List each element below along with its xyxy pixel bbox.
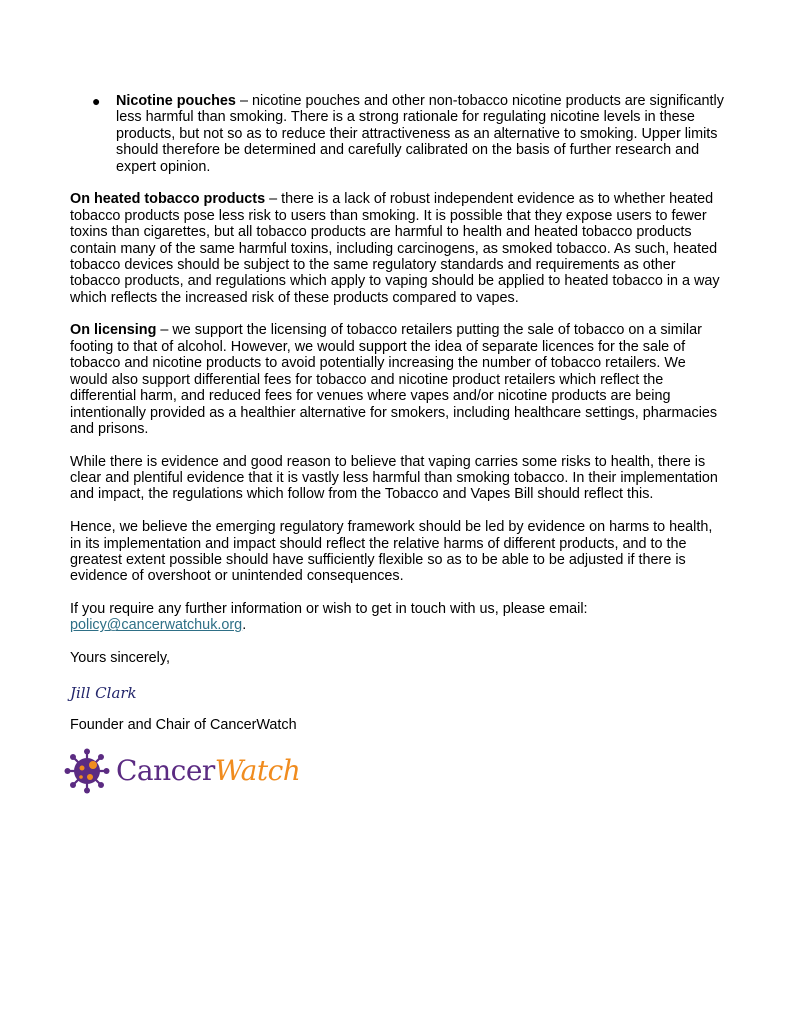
heated-heading: On heated tobacco products (70, 191, 266, 208)
logo-cancer-text: Cancer (116, 754, 215, 787)
email-link[interactable]: policy@cancerwatchuk.org (70, 617, 243, 634)
heated-text: – there is a lack of robust independent evidence as to whether heated tobacco products pose less risk to users than smoking. It is possible that they expose users to fewer toxins than cigarettes, but all tobacco products are harmful to health and heated tobacco products contain many of the same harmful toxins, including carcinogens, as smoked tobacco. As such, heated tobacco devices should be subject to the same regulatory standards and requirements as other tobacco products, and regulations which apply to vaping should be applied to heated tobacco in a way which reflects the increased risk of these products compared to vapes. (70, 191, 720, 306)
paragraph-vaping: While there is evidence and good reason to believe that vaping carries some risks to health, there is clear and plentiful evidence that it is vastly less harmful than smoking tobacco. In their implementation and impact, the regulations which follow from the Tobacco and Vapes Bill should reflect this. (70, 453, 718, 503)
paragraph-licensing (70, 322, 725, 437)
licensing-heading: On licensing (70, 322, 157, 339)
virus-logo-icon (64, 748, 110, 794)
letter-body (70, 93, 725, 750)
paragraph-framework: Hence, we believe the emerging regulatory framework should be led by evidence on harms to health, in its implementation and impact should reflect the relative harms of different products, and to the greatest extent possible should have sufficiently flexible so as to be able to be adjusted if there is evidence of overshoot or unintended consequences. (70, 519, 713, 585)
signature: Jill Clark (70, 683, 137, 702)
bullet-heading: Nicotine pouches (116, 93, 236, 109)
cancerwatch-logo (64, 748, 300, 794)
contact-trailing: . (242, 617, 247, 634)
contact-text: If you require any further information or wish to get in touch with us, please email: (70, 601, 588, 618)
bullet-icon: ● (92, 93, 101, 109)
list-item (92, 93, 725, 175)
logo-watch-text: Watch (214, 754, 301, 787)
bullet-list (70, 93, 725, 175)
signatory-title: Founder and Chair of CancerWatch (70, 716, 297, 733)
closing: Yours sincerely, (70, 650, 170, 667)
logo-wordmark (116, 754, 301, 787)
paragraph-contact (70, 601, 725, 634)
licensing-text: – we support the licensing of tobacco retailers putting the sale of tobacco on a similar footing to that of alcohol. However, we would support the idea of separate licences for the sale of tobacco and nicotine products to avoid potentially increasing the number of tobacco retailers. We would also support differential fees for tobacco and nicotine product retailers which reflect the differential harm, and reduced fees for venues where vapes and/or nicotine products are being intentionally provided as a healthier alternative for smokers, including healthcare settings, pharmacies and prisons. (70, 322, 718, 437)
paragraph-heated-tobacco (70, 191, 725, 306)
bullet-text: – nicotine pouches and other non-tobacco nicotine products are significantly less harmful than smoking. There is a strong rationale for regulating nicotine levels in these products, but not so as to reduce their attractiveness as an alternative to smoking. Upper limits should therefore be determined and carefully calibrated on the basis of further research and expert opinion. (116, 93, 724, 175)
